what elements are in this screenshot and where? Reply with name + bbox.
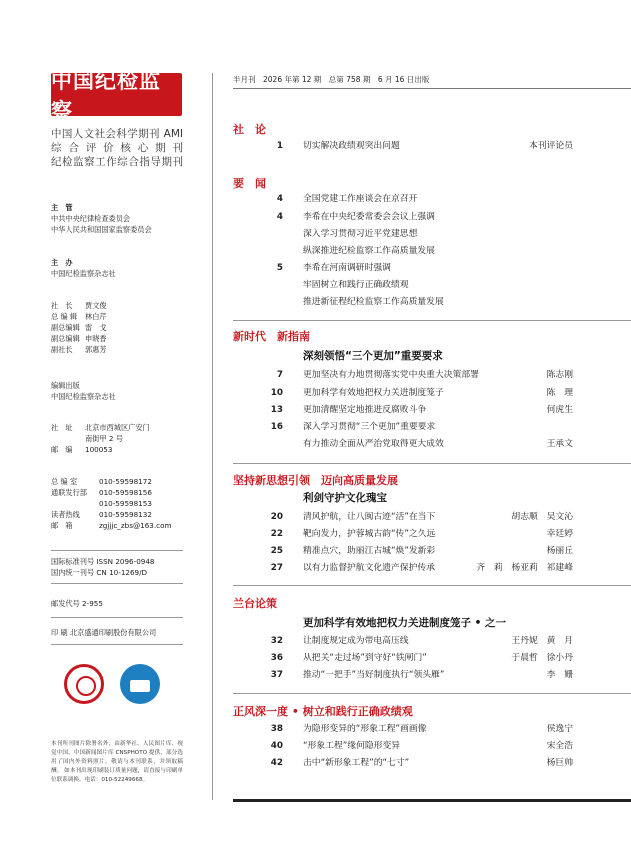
- toc-row[interactable]: [233, 510, 573, 525]
- divider: [51, 583, 183, 584]
- article-title: 精准点穴，助丽江古城“焕”发新彩: [303, 546, 436, 556]
- page-number: 10: [270, 388, 283, 398]
- page-number: 13: [270, 405, 283, 415]
- host-block: [51, 257, 183, 279]
- toc-row[interactable]: [233, 634, 573, 649]
- page-number: 4: [276, 212, 283, 222]
- toc-row[interactable]: [233, 368, 573, 383]
- section-title: 要 闻: [233, 177, 266, 190]
- page-number: 22: [270, 529, 283, 539]
- address-row: 邮 编 100053: [51, 445, 113, 454]
- page-number: 7: [276, 370, 283, 380]
- publisher-name: 中国纪检监察杂志社: [51, 392, 116, 401]
- toc-row[interactable]: [233, 544, 573, 559]
- article-title: “形象工程”缘何隐形变异: [303, 741, 401, 751]
- article-author: 王承文: [546, 439, 573, 449]
- section-title: 正风深一度 • 树立和践行正确政绩观: [233, 705, 413, 718]
- sponsor-label: 主 管: [51, 203, 73, 212]
- article-author: 本刊评论员: [529, 141, 573, 151]
- toc-row[interactable]: [233, 668, 573, 683]
- toc-row[interactable]: [233, 278, 573, 293]
- toc-row[interactable]: [233, 722, 573, 737]
- cn-number: 国内统一刊号 CN 10-1269/D: [51, 568, 148, 577]
- page-number: 25: [270, 546, 283, 556]
- staff-row: 副总编辑 雷 戈: [51, 323, 107, 332]
- contact-row: 010-59598153: [99, 499, 152, 508]
- sponsor-item: 中华人民共和国国家监察委员会: [51, 225, 152, 234]
- article-title: 推动“一把手”当好制度执行“领头雁”: [303, 670, 445, 680]
- section-title: 坚持新思想引领 迈向高质量发展: [233, 474, 398, 487]
- toc-row[interactable]: [233, 420, 573, 435]
- toc-row[interactable]: [233, 386, 573, 401]
- article-author: 于晨哲 徐小丹: [511, 653, 573, 663]
- issn-block: [51, 556, 183, 578]
- page-number: 37: [270, 670, 283, 680]
- sponsor-item: 中共中央纪律检查委员会: [51, 214, 131, 223]
- sponsor-block: [51, 202, 183, 235]
- staff-row: 总 编 辑 林白芹: [51, 312, 107, 321]
- tagline: [51, 127, 183, 169]
- top-rule: [233, 88, 631, 89]
- page-number: 38: [270, 724, 283, 734]
- host-name: 中国纪检监察杂志社: [51, 269, 116, 278]
- article-title: 让制度规定成为带电高压线: [303, 636, 409, 646]
- column-divider: [212, 73, 213, 800]
- staff-row: 社 长 贾文俊: [51, 301, 107, 310]
- toc-row[interactable]: [233, 756, 573, 771]
- postal-code: 邮发代号 2-955: [51, 599, 103, 608]
- article-author: 胡志顺 吴文沁: [511, 512, 573, 522]
- article-title: 为隐形变异的“形象工程”画画像: [303, 724, 427, 734]
- section-rule: [233, 463, 631, 464]
- article-title: 深入学习贯彻习近平党建思想: [303, 229, 418, 239]
- article-author: 王丹妮 黄 月: [511, 636, 573, 646]
- contact-row: 总 编 室 010-59598172: [51, 477, 152, 486]
- tagline-line: 纪检监察工作综合指导期刊: [51, 156, 183, 168]
- article-title: 击中“新形象工程”的“七寸”: [303, 758, 410, 768]
- article-author: 侯逸宁: [546, 724, 573, 734]
- toc-row[interactable]: [233, 139, 573, 154]
- toc-row[interactable]: [233, 651, 573, 666]
- article-title: 深入学习贯彻“三个更加”重要要求: [303, 422, 436, 432]
- toc-row[interactable]: [233, 437, 573, 452]
- page-number: 36: [270, 653, 283, 663]
- address-row: 社 址 北京市西城区广安门: [51, 423, 150, 432]
- article-title: 靶向发力，护蓉城古韵“传”之久远: [303, 529, 436, 539]
- issue-line: 半月刊 2026 年第 12 期 总第 758 期 6 月 16 日出版: [233, 75, 430, 84]
- page-number: 1: [276, 141, 283, 151]
- toc-row[interactable]: [233, 261, 573, 276]
- toc-row[interactable]: [233, 210, 573, 225]
- section-subtitle: 深刻领悟“三个更加”重要要求: [303, 350, 443, 362]
- publisher-block: [51, 380, 183, 402]
- contact-row: 读者热线 010-59598132: [51, 510, 152, 519]
- page-number: 5: [276, 263, 283, 273]
- printer: 印 刷 北京盛通印刷股份有限公司: [51, 628, 157, 637]
- section-subtitle: 更加科学有效地把权力关进制度笼子 • 之一: [303, 617, 507, 629]
- toc-row[interactable]: [233, 192, 573, 207]
- section-subtitle: 利剑守护文化瑰宝: [303, 492, 387, 504]
- page-number: 32: [270, 636, 283, 646]
- section-rule: [233, 320, 631, 321]
- article-title: 李希在中央纪委常委会会议上强调: [303, 212, 435, 222]
- section-title: 社 论: [233, 123, 266, 136]
- page-number: 40: [270, 741, 283, 751]
- page-number: 20: [270, 512, 283, 522]
- divider: [51, 550, 183, 551]
- toc-row[interactable]: [233, 403, 573, 418]
- staff-row: 副社长 郭惠芳: [51, 345, 107, 354]
- emblems: [64, 664, 176, 706]
- page-number: 42: [270, 758, 283, 768]
- bottom-rule: [233, 799, 631, 802]
- section-title: 兰台论策: [233, 597, 277, 610]
- article-title: 有力推动全面从严治党取得更大成效: [303, 439, 444, 449]
- article-author: 陈志刚: [546, 370, 573, 380]
- article-title: 更加坚决有力地贯彻落实党中央重大决策部署: [303, 370, 479, 380]
- address-row: 南街甲 2 号: [85, 434, 123, 443]
- article-title: 切实解决政绩观突出问题: [303, 141, 400, 151]
- article-title: 推进新征程纪检监察工作高质量发展: [303, 297, 444, 307]
- tagline-line: 综 合 评 价 核 心 期 刊: [51, 142, 183, 154]
- divider: [51, 617, 183, 618]
- toc-row[interactable]: [233, 527, 573, 542]
- staff-block: [51, 300, 183, 355]
- section-rule: [233, 693, 631, 694]
- toc-row[interactable]: [233, 295, 573, 310]
- toc-row[interactable]: [233, 561, 573, 576]
- article-title: 牢固树立和践行正确政绩观: [303, 280, 409, 290]
- article-title: 李希在河南调研时强调: [303, 263, 391, 273]
- toc-row[interactable]: [233, 739, 573, 754]
- contact-row: 邮 箱 zgjjjc_zbs@163.com: [51, 521, 172, 530]
- article-title: 清风护航，让八闽古迹“活”在当下: [303, 512, 436, 522]
- staff-row: 副总编辑 申晓香: [51, 334, 107, 343]
- issn: 国际标准刊号 ISSN 2096-0948: [51, 557, 155, 566]
- article-title: 更加清醒坚定地推进反腐败斗争: [303, 405, 427, 415]
- contact-block: [51, 476, 183, 531]
- article-author: 杨巨帅: [546, 758, 573, 768]
- article-author: 齐 莉 杨亚莉 祁建峰: [476, 563, 573, 573]
- blue-book-icon: [120, 664, 160, 704]
- article-author: 杨丽丘: [546, 546, 573, 556]
- article-title: 纵深推进纪检监察工作高质量发展: [303, 246, 435, 256]
- section-title: 新时代 新指南: [233, 330, 310, 343]
- article-title: 以有力监督护航文化遗产保护传承: [303, 563, 435, 573]
- red-seal-icon: [64, 664, 104, 704]
- toc-row[interactable]: [233, 227, 573, 242]
- article-author: 宋全浩: [546, 741, 573, 751]
- article-author: 陈 理: [546, 388, 573, 398]
- magazine-logo: 中国纪检监察: [51, 73, 182, 116]
- tagline-line: 中国人文社会科学期刊 AMI: [51, 128, 183, 140]
- page-number: 27: [270, 563, 283, 573]
- divider: [51, 644, 183, 645]
- article-author: 李 姗: [546, 670, 573, 680]
- copyright-footnote: 本刊所刊图片除署名外，由新华社、人民图片库、视觉中国、中国新闻图片库 CNSPHOTO 提供，部分选用了国内外资料照片，敬请与本刊联系，并领取稿酬。 如本刊出现印刷装订质量问题，请直接与印刷单位联系调换。电话：010-52249668。: [51, 741, 183, 783]
- page-number: 4: [276, 194, 283, 204]
- article-title: 更加科学有效地把权力关进制度笼子: [303, 388, 444, 398]
- article-author: 幸廷婷: [546, 529, 573, 539]
- section-rule: [233, 585, 631, 586]
- host-label: 主 办: [51, 258, 73, 267]
- article-title: 从把关“走过场”到守好“铁闸门”: [303, 653, 427, 663]
- toc-row[interactable]: [233, 244, 573, 259]
- address-block: [51, 422, 183, 455]
- article-title: 全国党建工作座谈会在京召开: [303, 194, 418, 204]
- contact-row: 通联发行部 010-59598156: [51, 488, 152, 497]
- publisher-label: 编辑出版: [51, 381, 80, 390]
- article-author: 何虎生: [546, 405, 573, 415]
- page-number: 16: [270, 422, 283, 432]
